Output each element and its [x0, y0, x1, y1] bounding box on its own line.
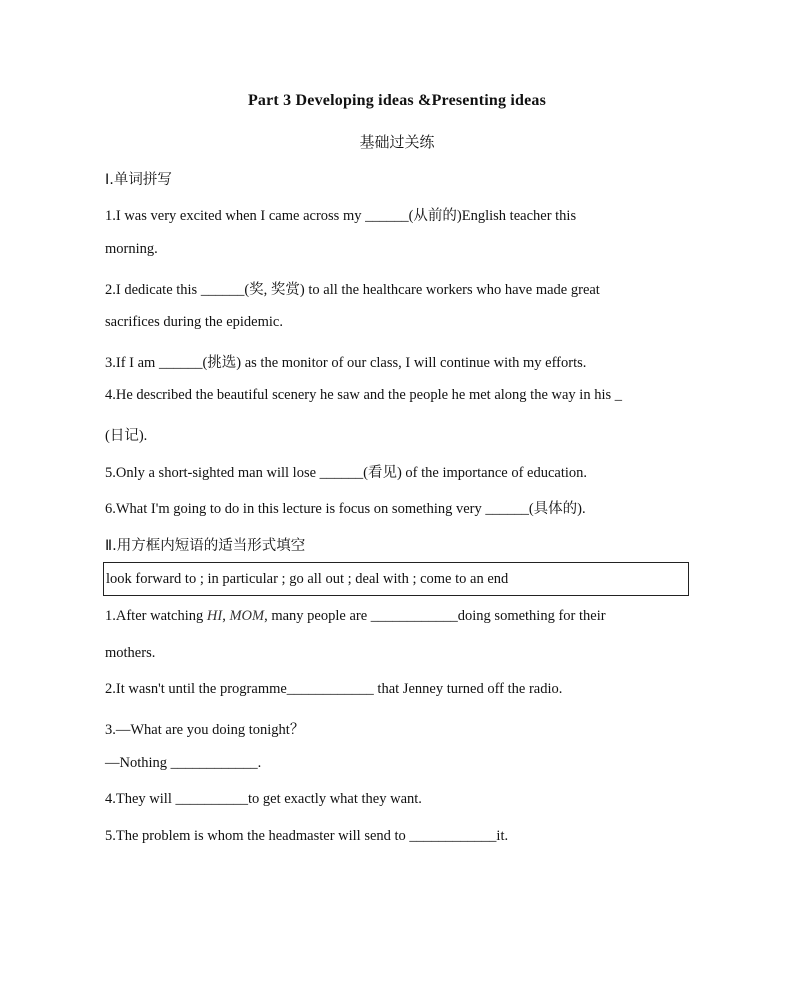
s1-line-5: 3.If I am ______(挑选) as the monitor of our class, I will continue with my efforts.: [105, 355, 587, 371]
s1-line-4: sacrifices during the epidemic.: [105, 314, 283, 330]
phrase-box: [103, 562, 689, 596]
s1-line-3: 2.I dedicate this ______(奖, 奖赏) to all the healthcare workers who have made great: [105, 282, 600, 298]
s1-line-6: 4.He described the beautiful scenery he saw and the people he met along the way in his _: [105, 387, 622, 403]
s1-line-8: 5.Only a short-sighted man will lose ______(看见) of the importance of education.: [105, 465, 588, 481]
s2-line-3: 2.It wasn't until the programme____________ that Jenney turned off the radio.: [105, 681, 563, 697]
s2-q1-pre: 1.After watching: [105, 608, 207, 624]
page-title: Part 3 Developing ideas &Presenting ideas: [247, 92, 547, 109]
s2-line-5: —Nothing ____________.: [105, 755, 262, 771]
s2-q1-title-part2: MOM: [229, 608, 265, 624]
s2-line-7: 5.The problem is whom the headmaster will send to ____________it.: [105, 828, 509, 844]
phrase-list: look forward to ; in particular ; go all out ; deal with ; come to an end: [106, 571, 509, 587]
s1-line-7: (日记).: [105, 428, 148, 444]
s2-line-2: mothers.: [105, 645, 156, 661]
s2-q1-sep: ,: [222, 608, 230, 624]
s1-line-9: 6.What I'm going to do in this lecture is focus on something very ______(具体的).: [105, 501, 586, 517]
s2-q1-title-part1: HI: [206, 608, 223, 624]
s2-q1-post: , many people are ____________doing something for their: [264, 608, 606, 624]
s2-line-6: 4.They will __________to get exactly what they want.: [105, 791, 422, 807]
s2-line-4: 3.—What are you doing tonight？: [105, 722, 305, 738]
s2-question-1: [105, 608, 705, 625]
s1-line-2: morning.: [105, 241, 158, 257]
page-subtitle: 基础过关练: [359, 133, 435, 151]
section-1-heading: Ⅰ.单词拼写: [105, 172, 172, 188]
section-2-heading: Ⅱ.用方框内短语的适当形式填空: [105, 538, 306, 554]
s1-line-1: 1.I was very excited when I came across my ______(从前的)English teacher this: [105, 208, 577, 224]
